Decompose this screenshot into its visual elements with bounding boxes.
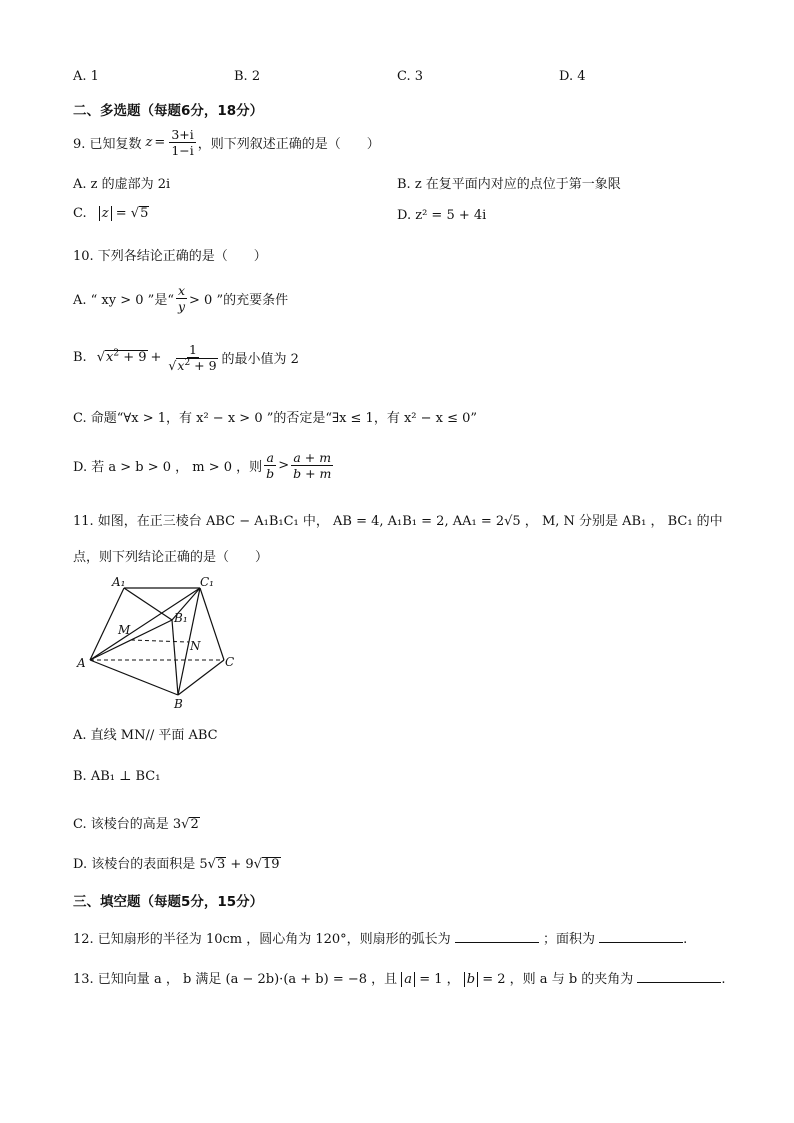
- edge-b1b: [172, 620, 178, 695]
- q11-option-d-pre: D. 该棱台的表面积是 5: [73, 857, 208, 872]
- q13-text1: 13. 已知向量 a ， b 满足 (a − 2b)·(a + b) = −8 ，且: [73, 972, 398, 987]
- q9-equals: =: [154, 135, 166, 150]
- q11-option-c-pre: C. 该棱台的高是 3: [73, 817, 182, 832]
- q9-option-a: A. z 的虚部为 2i: [73, 177, 171, 192]
- q10-option-a-pre: A. “ xy > 0 ”是“: [73, 293, 174, 308]
- q10-option-a-fraction: [176, 283, 187, 314]
- q10-option-d-frac2: [291, 450, 333, 481]
- q8-option-a: A. 1: [73, 69, 99, 84]
- q10-option-d-frac2-den: b + m: [293, 466, 332, 481]
- question-12: [73, 928, 687, 947]
- q13-abs-b: b: [464, 972, 478, 987]
- q10-option-d-pre: D. 若 a > b > 0 ， m > 0 ，则: [73, 460, 263, 475]
- q10-option-a-post: > 0 ”的充要条件: [189, 293, 289, 308]
- q8-option-b: B. 2: [234, 69, 261, 84]
- q12-text2: ；面积为: [542, 932, 595, 947]
- q13-abs-a: a: [401, 972, 415, 987]
- q9-frac-numerator: 3+i: [171, 127, 194, 142]
- q11-option-d: [73, 853, 281, 872]
- q8-option-d: D. 4: [559, 69, 586, 84]
- q9-option-c-label: C.: [73, 206, 87, 221]
- q12-text1: 12. 已知扇形的半径为 10cm ，圆心角为 120°，则扇形的弧长为: [73, 932, 451, 947]
- q11-option-b: B. AB₁ ⊥ BC₁: [73, 769, 161, 784]
- q10-option-b-suffix: 的最小值为 2: [221, 352, 299, 367]
- q10-option-d-frac1-den: b: [266, 466, 275, 481]
- q9-option-c-sqrt: 5: [140, 206, 149, 221]
- segment-mn: [131, 640, 189, 642]
- question-11-stem-line1: 11. 如图，在正三棱台 ABC − A₁B₁C₁ 中， AB = 4, A₁B₁ = 2, AA₁ = 2√5 ， M, N 分别是 AB₁ ， BC₁ 的中: [73, 514, 723, 529]
- section-title-fill-in: 三、填空题（每题5分，15分）: [73, 894, 264, 910]
- section-title-multiple-choice: 二、多选题（每题6分，18分）: [73, 103, 264, 119]
- label-c1: C₁: [200, 575, 214, 589]
- question-13: [73, 968, 726, 987]
- edge-ab: [90, 660, 178, 695]
- q11-option-d-radical1: √: [207, 857, 216, 872]
- q12-text3: .: [683, 932, 688, 947]
- q11-option-d-mid: + 9: [230, 857, 254, 872]
- edge-bc: [178, 660, 224, 695]
- question-9-stem: [73, 127, 380, 158]
- q9-option-c-eq: = √: [115, 206, 140, 221]
- q11-option-c-sqrt: 2: [190, 817, 199, 832]
- q10-option-b-den: $√x^2 + 9$: [168, 357, 217, 373]
- q10-option-a-den: y: [177, 299, 186, 314]
- q11-option-a: A. 直线 MN// 平面 ABC: [73, 728, 218, 743]
- label-n: N: [190, 639, 201, 653]
- q9-stem-suffix: ，则下列叙述正确的是（ ）: [197, 137, 380, 152]
- q10-option-b-sqrt-term: $√x^2 + 9$: [96, 348, 147, 365]
- q10-option-b: [73, 342, 299, 373]
- q12-blank-arc-length[interactable]: [455, 930, 539, 943]
- q12-blank-area[interactable]: [599, 930, 683, 943]
- q9-stem-prefix: 9. 已知复数: [73, 137, 142, 152]
- q10-option-d: [73, 450, 335, 481]
- q10-option-b-num: 1: [189, 342, 197, 357]
- q9-option-c: [73, 206, 149, 221]
- q10-option-d-frac1: [264, 450, 276, 481]
- q13-blank-angle[interactable]: [637, 970, 721, 983]
- q11-option-d-radical2: √: [253, 857, 262, 872]
- edge-a1b1: [124, 588, 172, 620]
- q13-mid2: = 2 ，则 a 与 b 的夹角为: [482, 972, 634, 987]
- q10-option-b-plus: +: [150, 350, 162, 365]
- q13-text-end: .: [721, 972, 726, 987]
- q11-option-c-radical: √: [181, 817, 190, 832]
- edge-c1c: [200, 588, 224, 660]
- q10-option-b-label: B.: [73, 350, 87, 365]
- q10-option-b-fraction: [166, 342, 219, 373]
- label-c: C: [225, 655, 235, 669]
- q10-option-a-num: x: [177, 283, 186, 298]
- q9-modulus-z: z: [99, 206, 112, 221]
- q8-option-c: C. 3: [397, 69, 424, 84]
- q9-frac-denominator: 1−i: [171, 143, 194, 158]
- q9-option-b: B. z 在复平面内对应的点位于第一象限: [397, 177, 621, 192]
- question-10-stem: 10. 下列各结论正确的是（ ）: [73, 249, 267, 264]
- q10-option-d-gt: >: [278, 458, 290, 473]
- q10-option-c: C. 命题“∀x > 1，有 x² − x > 0 ”的否定是“∃x ≤ 1，有 x² − x ≤ 0”: [73, 411, 478, 426]
- q9-z-var: z: [145, 135, 153, 150]
- label-m: M: [118, 623, 131, 637]
- q10-option-d-frac2-num: a + m: [293, 450, 332, 465]
- label-a1: A₁: [112, 575, 126, 589]
- label-a: A: [77, 656, 86, 670]
- label-b: B: [174, 697, 183, 711]
- label-b1: B₁: [174, 611, 188, 625]
- q13-mid1: = 1 ，: [419, 972, 460, 987]
- q11-option-d-sqrt1: 3: [216, 857, 226, 872]
- q9-option-d: D. z² = 5 + 4i: [397, 208, 487, 223]
- q11-option-c: [73, 813, 200, 832]
- frustum-figure: [72, 572, 252, 712]
- q9-fraction: [169, 127, 195, 158]
- question-11-stem-line2: 点，则下列结论正确的是（ ）: [73, 550, 269, 565]
- q10-option-a: [73, 283, 288, 314]
- q10-option-d-frac1-num: a: [266, 450, 274, 465]
- q11-option-d-sqrt2: 19: [262, 857, 280, 872]
